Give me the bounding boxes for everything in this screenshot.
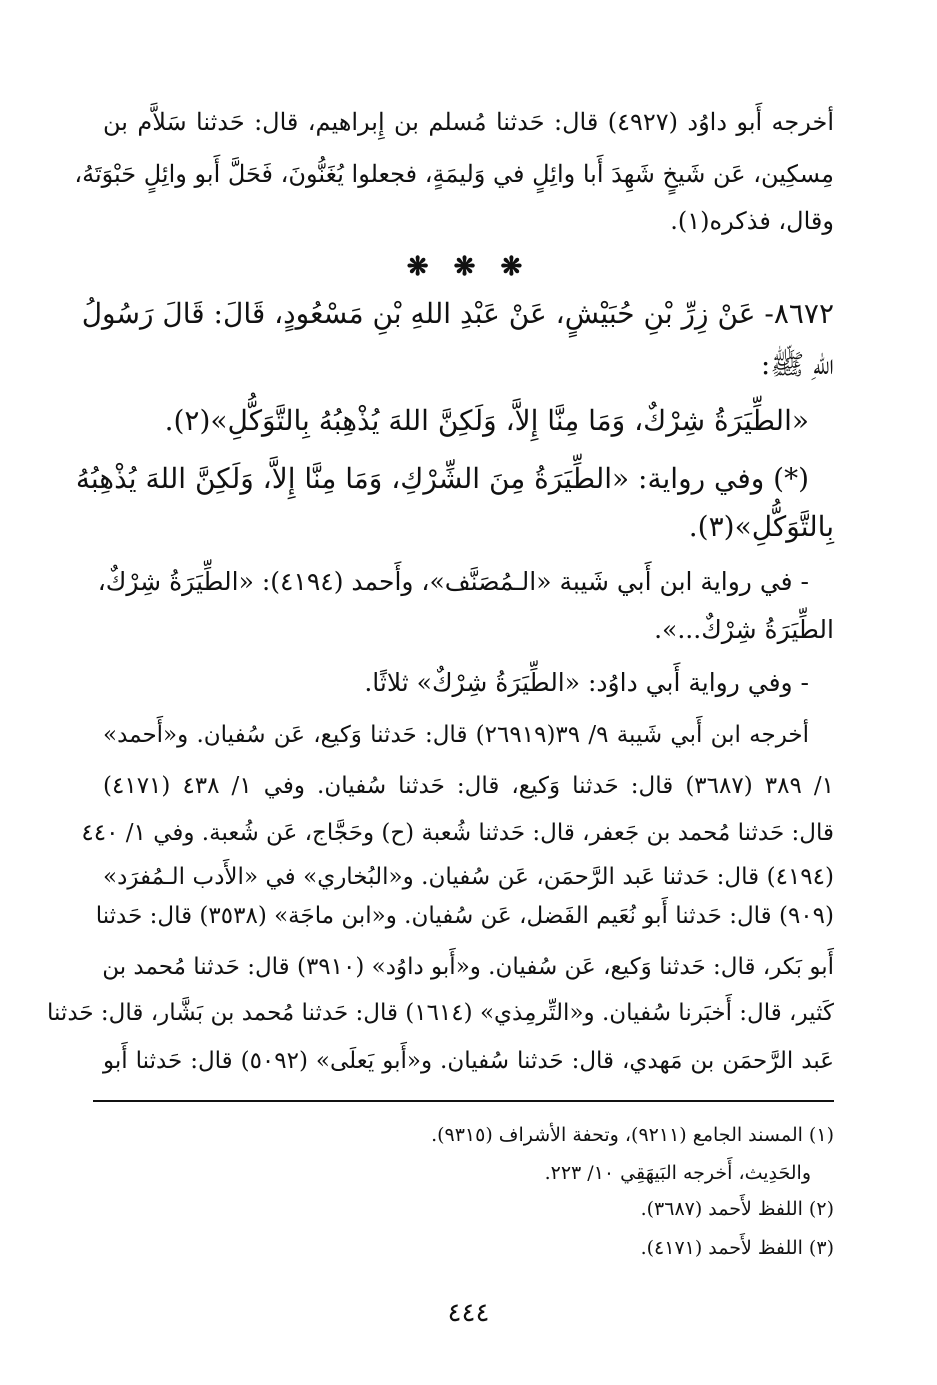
takhrij-line: أخرجه ابن أَبي شَيبة ٩/ ٣٩(٢٦٩١٩) قال: حَدثنا وَكيع، عَن سُفيان. و«أَحمد» <box>103 722 810 748</box>
takhrij-line: قال: حَدثنا مُحمد بن جَعفر، قال: حَدثنا شُعبة (ح) وحَجَّاج، عَن شُعبة. وفي ١/ ٤٤٠ <box>81 820 834 846</box>
riwaya-line: بِالتَّوَكُّلِ»(٣). <box>688 510 834 543</box>
page-number: ٤٤٤ <box>447 1298 490 1328</box>
riwaya-line: (*) وفي رواية: «الطِّيَرَةُ مِنَ الشِّرْكِ، وَمَا مِنَّا إِلاَّ، وَلَكِنَّ اللهَ يُذْهِبُهُ <box>75 462 809 495</box>
hadith-line: ٨٦٧٢- عَنْ زِرِّ بْنِ حُبَيْشٍ، عَنْ عَبْدِ اللهِ بْنِ مَسْعُودٍ، قَالَ: قَالَ رَسُولُ <box>81 297 834 330</box>
section-separator: ❋ ❋ ❋ <box>406 252 531 282</box>
riwaya2-line: - في رواية ابن أَبي شَيبة «الـمُصَنَّف»، وأَحمد (٤١٩٤): «الطِّيَرَةُ شِرْكٌ، <box>97 567 809 596</box>
hadith-line: اللهِ ﷺ: <box>760 348 834 381</box>
footnote: (٣) اللفظ لأَحمد (٤١٧١). <box>640 1237 834 1259</box>
riwaya3-line: - وفي رواية أَبي داوُد: «الطِّيَرَةُ شِرْكٌ» ثلاثًا. <box>364 668 809 697</box>
footnote-divider <box>93 1100 834 1102</box>
takhrij-line: عَبد الرَّحمَن بن مَهدي، قال: حَدثنا سُفيان. و«أَبو يَعلَى» (٥٠٩٢) قال: حَدثنا أَبو <box>103 1048 834 1074</box>
takhrij-line: أَبو بَكر، قال: حَدثنا وَكيع، عَن سُفيان. و«أَبو داوُد» (٣٩١٠) قال: حَدثنا مُحمد بن <box>102 954 834 980</box>
takhrij-line: ١/ ٣٨٩ (٣٦٨٧) قال: حَدثنا وَكيع، قال: حَدثنا سُفيان. وفي ١/ ٤٣٨ (٤١٧١) <box>103 773 834 799</box>
riwaya2-line: الطِّيَرَةُ شِرْكٌ...». <box>654 615 834 644</box>
intro-line: مِسكِين، عَن شَيخٍ شَهِدَ أَبا وائِلٍ في وَليمَةٍ، فجعلوا يُغَنُّونَ، فَحَلَّ أَبو وائِلٍ حَبْوَتَهُ، <box>74 160 834 188</box>
takhrij-line: (٩٠٩) قال: حَدثنا أَبو نُعَيم الفَضل، عَن سُفيان. و«ابن ماجَة» (٣٥٣٨) قال: حَدثنا <box>95 903 834 929</box>
intro-line: وقال، فذكره(١). <box>670 207 834 235</box>
takhrij-line: (٤١٩٤) قال: حَدثنا عَبد الرَّحمَن، عَن سُفيان. و«البُخاري» في «الأَدب الـمُفرَد» <box>103 864 834 890</box>
intro-line: أخرجه أَبو داوُد (٤٩٢٧) قال: حَدثنا مُسلم بن إِبراهيم، قال: حَدثنا سَلاَّم بن <box>103 108 834 136</box>
footnote: (١) المسند الجامع (٩٢١١)، وتحفة الأشراف (٩٣١٥). <box>431 1124 834 1146</box>
hadith-matn: «الطِّيَرَةُ شِرْكٌ، وَمَا مِنَّا إِلاَّ، وَلَكِنَّ اللهَ يُذْهِبُهُ بِالتَّوَكُّلِ»(٢). <box>164 404 809 437</box>
footnote: والحَدِيث، أَخرجه البَيهَقِي ١٠/ ٢٢٣. <box>544 1162 811 1184</box>
takhrij-line: كَثير، قال: أَخبَرنا سُفيان. و«التِّرمِذي» (١٦١٤) قال: حَدثنا مُحمد بن بَشَّار، قال: حَدثنا <box>46 1000 834 1026</box>
footnote: (٢) اللفظ لأَحمد (٣٦٨٧). <box>640 1198 834 1220</box>
